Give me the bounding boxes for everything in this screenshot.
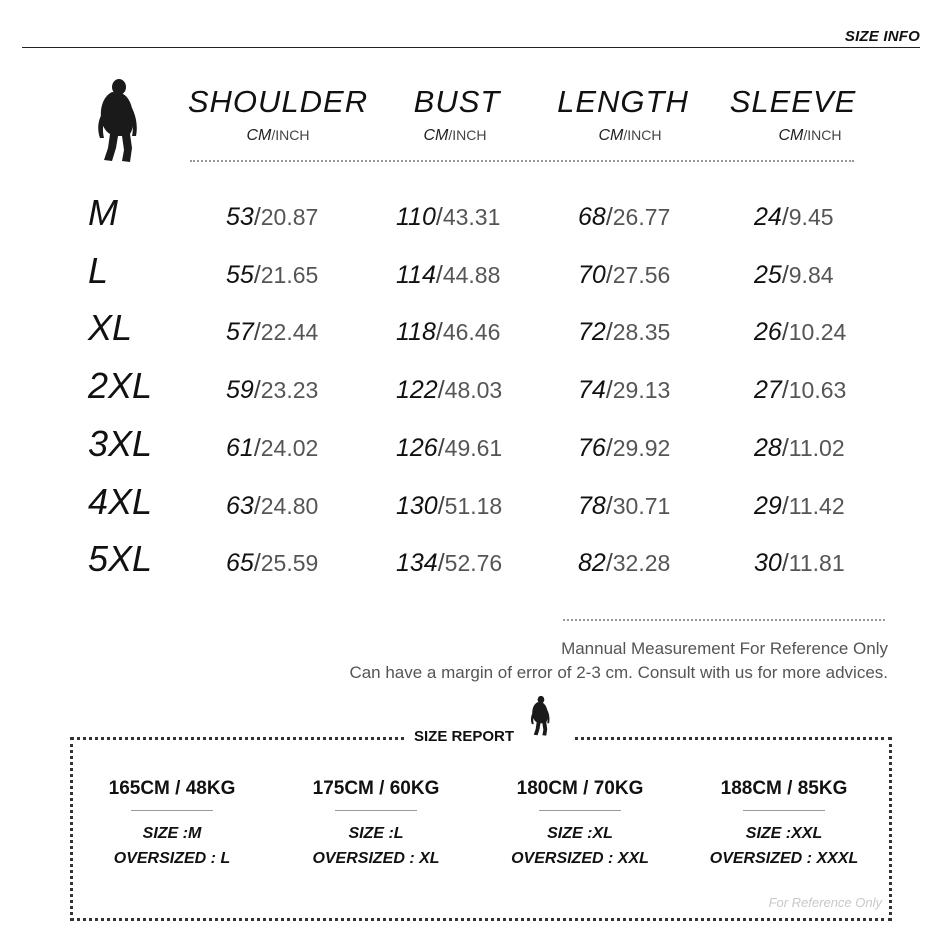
col-title-sleeve: SLEEVE bbox=[729, 84, 857, 119]
report-size: SIZE :XL bbox=[547, 825, 613, 842]
value-separator: / bbox=[781, 203, 789, 231]
value-separator: / bbox=[253, 492, 261, 520]
cm-value: 122 bbox=[396, 376, 438, 404]
inch-value: 9.84 bbox=[788, 262, 834, 288]
measurement-cell bbox=[754, 376, 846, 405]
measurement-cell bbox=[226, 261, 318, 290]
value-separator: / bbox=[253, 434, 261, 462]
measurement-cell bbox=[226, 376, 318, 405]
measurement-cell bbox=[396, 492, 502, 521]
inch-value: 10.63 bbox=[788, 377, 847, 403]
measurement-cell bbox=[754, 261, 834, 290]
col-unit-length: CM/INCH bbox=[598, 127, 662, 144]
inch-value: 43.31 bbox=[442, 204, 501, 230]
inch-value: 9.45 bbox=[788, 204, 834, 230]
cm-value: 30 bbox=[754, 549, 782, 577]
measurement-cell bbox=[226, 203, 318, 232]
inch-value: 49.61 bbox=[444, 435, 503, 461]
inch-value: 30.71 bbox=[612, 493, 671, 519]
cm-value: 29 bbox=[754, 492, 782, 520]
value-separator: / bbox=[781, 318, 789, 346]
measurement-cell bbox=[396, 549, 502, 578]
measurement-cell bbox=[578, 434, 670, 463]
inch-value: 20.87 bbox=[260, 204, 319, 230]
cm-value: 24 bbox=[754, 203, 782, 231]
cm-value: 25 bbox=[754, 261, 782, 289]
size-label: M bbox=[88, 192, 118, 233]
inch-value: 29.13 bbox=[612, 377, 671, 403]
measurement-cell bbox=[396, 261, 500, 290]
value-separator: / bbox=[435, 318, 443, 346]
col-unit-sleeve: CM/INCH bbox=[778, 127, 842, 144]
value-separator: / bbox=[605, 376, 613, 404]
measurement-cell bbox=[226, 492, 318, 521]
value-separator: / bbox=[781, 492, 789, 520]
size-report-title: SIZE REPORT bbox=[414, 728, 515, 745]
cm-value: 130 bbox=[396, 492, 438, 520]
measurement-cell bbox=[578, 376, 670, 405]
size-label: 5XL bbox=[88, 538, 153, 579]
inch-value: 51.18 bbox=[444, 493, 503, 519]
report-height-weight: 188CM / 85KG bbox=[720, 778, 848, 799]
measurement-cell bbox=[396, 434, 502, 463]
inch-value: 11.42 bbox=[788, 493, 845, 519]
inch-value: 21.65 bbox=[260, 262, 319, 288]
report-oversized: OVERSIZED : XL bbox=[312, 850, 440, 867]
inch-value: 32.28 bbox=[612, 550, 671, 576]
value-separator: / bbox=[781, 549, 789, 577]
cm-value: 68 bbox=[578, 203, 606, 231]
size-label: L bbox=[88, 250, 109, 291]
inch-value: 22.44 bbox=[260, 319, 319, 345]
reference-footnote: For Reference Only bbox=[768, 895, 882, 910]
report-height-weight: 175CM / 60KG bbox=[312, 778, 440, 799]
cm-value: 72 bbox=[578, 318, 606, 346]
value-separator: / bbox=[781, 261, 789, 289]
cm-value: 26 bbox=[754, 318, 782, 346]
ape-silhouette-icon bbox=[92, 78, 142, 164]
report-underline bbox=[539, 810, 621, 811]
report-size: SIZE :M bbox=[142, 825, 202, 842]
cm-value: 65 bbox=[226, 549, 254, 577]
inch-value: 10.24 bbox=[788, 319, 847, 345]
ape-silhouette-icon bbox=[528, 694, 552, 738]
header-divider bbox=[22, 47, 920, 48]
report-underline bbox=[743, 810, 825, 811]
value-separator: / bbox=[605, 318, 613, 346]
notes-dotted-divider bbox=[563, 619, 885, 621]
measurement-cell bbox=[754, 549, 845, 578]
cm-value: 134 bbox=[396, 549, 438, 577]
report-size: SIZE :XXL bbox=[745, 825, 823, 842]
size-label: 4XL bbox=[88, 481, 153, 522]
inch-value: 25.59 bbox=[260, 550, 319, 576]
measurement-cell bbox=[578, 492, 670, 521]
report-size: SIZE :L bbox=[348, 825, 404, 842]
inch-value: 52.76 bbox=[444, 550, 503, 576]
cm-value: 61 bbox=[226, 434, 254, 462]
measurement-cell bbox=[754, 203, 834, 232]
col-unit-bust: CM/INCH bbox=[423, 127, 487, 144]
value-separator: / bbox=[253, 549, 261, 577]
inch-value: 26.77 bbox=[612, 204, 671, 230]
col-title-length: LENGTH bbox=[557, 84, 689, 119]
measurement-cell bbox=[226, 318, 318, 347]
measurement-cell bbox=[578, 318, 670, 347]
report-height-weight: 180CM / 70KG bbox=[516, 778, 644, 799]
value-separator: / bbox=[253, 376, 261, 404]
inch-value: 29.92 bbox=[612, 435, 671, 461]
value-separator: / bbox=[435, 203, 443, 231]
cm-value: 118 bbox=[396, 318, 436, 346]
error-margin-note: Can have a margin of error of 2-3 cm. Consult with us for more advices. bbox=[349, 663, 888, 682]
cm-value: 55 bbox=[226, 261, 254, 289]
measurement-cell bbox=[754, 492, 845, 521]
measurement-note: Mannual Measurement For Reference Only bbox=[561, 639, 888, 658]
cm-value: 53 bbox=[226, 203, 254, 231]
value-separator: / bbox=[437, 549, 445, 577]
value-separator: / bbox=[605, 549, 613, 577]
inch-value: 11.02 bbox=[788, 435, 845, 461]
value-separator: / bbox=[253, 203, 261, 231]
measurement-cell bbox=[754, 318, 846, 347]
size-label: 2XL bbox=[88, 365, 153, 406]
inch-value: 24.02 bbox=[260, 435, 319, 461]
cm-value: 114 bbox=[396, 261, 436, 289]
measurement-cell bbox=[396, 376, 502, 405]
value-separator: / bbox=[781, 376, 789, 404]
report-oversized: OVERSIZED : XXL bbox=[511, 850, 649, 867]
cm-value: 126 bbox=[396, 434, 438, 462]
value-separator: / bbox=[253, 261, 261, 289]
size-report-header bbox=[404, 722, 572, 752]
size-label: 3XL bbox=[88, 423, 153, 464]
value-separator: / bbox=[437, 434, 445, 462]
cm-value: 78 bbox=[578, 492, 606, 520]
value-separator: / bbox=[435, 261, 443, 289]
cm-value: 70 bbox=[578, 261, 606, 289]
cm-value: 82 bbox=[578, 549, 606, 577]
value-separator: / bbox=[253, 318, 261, 346]
measurement-cell bbox=[754, 434, 845, 463]
value-separator: / bbox=[605, 492, 613, 520]
cm-value: 74 bbox=[578, 376, 606, 404]
report-underline bbox=[335, 810, 417, 811]
inch-value: 11.81 bbox=[788, 550, 845, 576]
inch-value: 44.88 bbox=[442, 262, 501, 288]
report-oversized: OVERSIZED : XXXL bbox=[709, 850, 859, 867]
cm-value: 28 bbox=[754, 434, 782, 462]
inch-value: 28.35 bbox=[612, 319, 671, 345]
inch-value: 23.23 bbox=[260, 377, 319, 403]
size-label: XL bbox=[88, 307, 133, 348]
value-separator: / bbox=[605, 203, 613, 231]
value-separator: / bbox=[605, 434, 613, 462]
value-separator: / bbox=[437, 376, 445, 404]
value-separator: / bbox=[605, 261, 613, 289]
measurement-cell bbox=[578, 203, 670, 232]
col-title-shoulder: SHOULDER bbox=[187, 84, 369, 119]
cm-value: 76 bbox=[578, 434, 606, 462]
measurement-cell bbox=[226, 549, 318, 578]
measurement-cell bbox=[578, 261, 670, 290]
cm-value: 110 bbox=[396, 203, 436, 231]
inch-value: 24.80 bbox=[260, 493, 319, 519]
report-height-weight: 165CM / 48KG bbox=[108, 778, 236, 799]
measurement-cell bbox=[396, 318, 500, 347]
inch-value: 46.46 bbox=[442, 319, 501, 345]
inch-value: 48.03 bbox=[444, 377, 503, 403]
cm-value: 27 bbox=[754, 376, 782, 404]
col-title-bust: BUST bbox=[413, 84, 501, 119]
measurement-cell bbox=[396, 203, 500, 232]
value-separator: / bbox=[781, 434, 789, 462]
measurement-cell bbox=[578, 549, 670, 578]
report-underline bbox=[131, 810, 213, 811]
cm-value: 59 bbox=[226, 376, 254, 404]
cm-value: 57 bbox=[226, 318, 254, 346]
inch-value: 27.56 bbox=[612, 262, 671, 288]
size-info-title: SIZE INFO bbox=[844, 28, 920, 45]
value-separator: / bbox=[437, 492, 445, 520]
header-dotted-divider bbox=[190, 160, 854, 162]
col-unit-shoulder: CM/INCH bbox=[246, 127, 310, 144]
report-oversized: OVERSIZED : L bbox=[113, 850, 231, 867]
measurement-cell bbox=[226, 434, 318, 463]
cm-value: 63 bbox=[226, 492, 254, 520]
